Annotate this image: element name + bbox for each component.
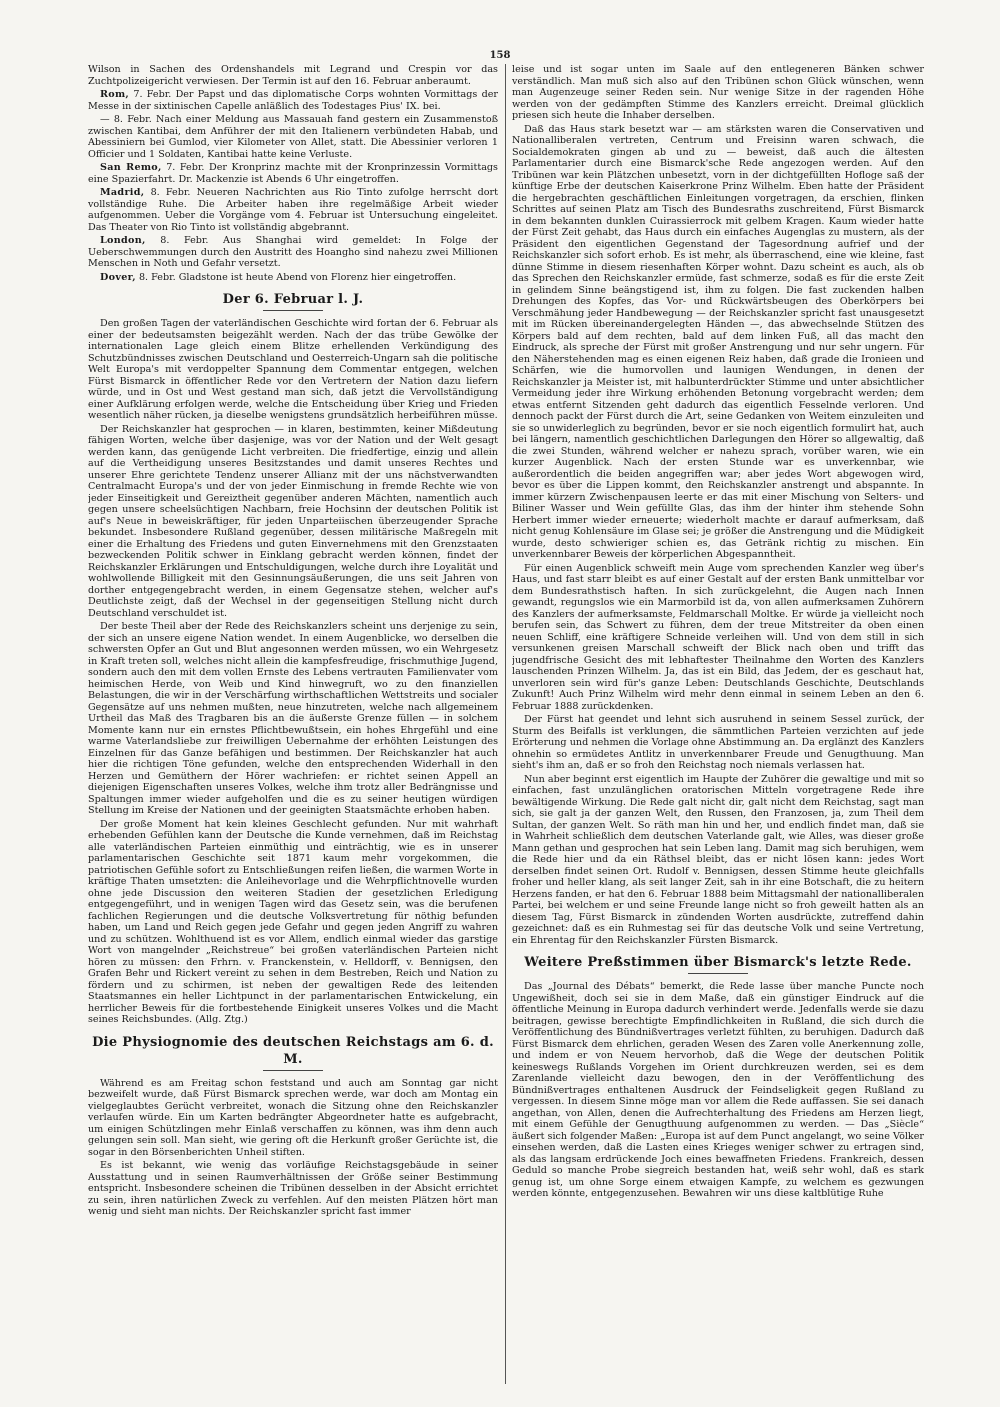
page-number: 158 [489, 50, 511, 61]
news-item: San Remo, 7. Febr. Der Kronprinz machte mit der Kronprinzessin Vormittags eine Spazierfahrt. Dr. Mackenzie ist Abends 6 Uhr eingetroffen. [88, 162, 498, 185]
dateline: Rom, [100, 89, 130, 100]
news-item: Rom, 7. Febr. Der Papst und das diplomatische Corps wohnten Vormittags der Messe in der sixtinischen Capelle anläßlich des Todestages Pius' IX. bei. [88, 89, 498, 112]
dateline: London, [100, 235, 146, 246]
article-paragraph: Den großen Tagen der vaterländischen Geschichte wird fortan der 6. Februar als einer der bedeutsamsten beigezählt werden. Nach der das trübe Gewölke der internationalen Lage gleich einem Blitze erhellenden Verkündigung des Schutzbündnisses zwischen Deutschland und Oesterreich-Ungarn sah die politische Welt Europa's mit verdoppelter Spannung dem Commentar entgegen, welchen Fürst Bismarck in öffentlicher Rede vor den Vertretern der Nation dazu liefern würde, und in Ost und West gestand man sich, daß jetzt die Vervollständigung einer Aufklärung erfolgen werde, welche die Entscheidung über Krieg und Frieden wesentlich näher rücken, ja dieselbe wenigstens grundsätzlich herbeiführen müsse. [88, 318, 498, 421]
article-paragraph: Während es am Freitag schon feststand und auch am Sonntag gar nicht bezweifelt wurde, daß Fürst Bismarck sprechen werde, war doch am Montag ein vielgeglaubtes Gerücht verbreitet, wonach die Sitzung ohne den Reichskanzler verlaufen würde. Ein um Karten bedrängter Abgeordneter hatte es aufgebracht, um einigen Schützlingen mehr Einlaß verschaffen zu können, was ihm denn auch gelungen sein soll. Man sieht, wie gering oft die Herkunft großer Gerüchte ist, die sogar in den Börsenberichten Unheil stiften. [88, 1077, 498, 1158]
heading-rule [688, 973, 748, 974]
section-heading: Der 6. Februar l. J. [222, 292, 364, 307]
section-heading: Die Physiognomie des deutschen Reichstags am 6. d. M. [92, 1034, 494, 1067]
heading-rule [263, 1070, 323, 1071]
article-paragraph: Das „Journal des Débats“ bemerkt, die Rede lasse über manche Puncte noch Ungewißheit, doch sei sie in dem Maße, daß ein günstiger Eindruck auf die öffentliche Meinung in Europa dadurch verhindert werde. Jedenfalls werde sie dazu beitragen, gewisse berechtigte Empfindlichkeiten in Rußland, die sich durch die Veröffentlichung des Bündnißvertrages verletzt fühlten, zu beruhigen. Dadurch daß Fürst Bismarck dem ehrlichen, geraden Wesen des Zaren volle Anerkennung zolle, und indem er von Neuem hervorhob, daß die Wege der deutschen Politik keineswegs Rußlands Vorgehen im Orient durchkreuzen werden, sei es dem Zarenlande vielleicht dazu bewogen, den in der Veröffentlichung des Bündnißvertrages enthaltenen Ausdruck der Feindseligkeit gegen Rußland zu vergessen. In diesem Sinne möge man vor allem die Rede auffassen. Sie sei danach angethan, von Allen, denen die Aufrechterhaltung des Friedens am Herzen liegt, mit einem Gefühle der Genugthuung aufgenommen zu werden. — Das „Siècle“ äußert sich folgender Maßen: „Europa ist auf dem Punct angelangt, wo seine Völker einsehen werden, daß die Lasten eines Krieges weniger schwer zu ertragen sind, als das langsam erdrückende Joch eines bewaffneten Friedens. Frankreich, dessen Geduld so manche Probe siegreich bestanden hat, weiß sehr wohl, daß es stark genug ist, um ohne Sorge einem etwaigen Kampfe, zu welchem es gezwungen werden könnte, entgegenzusehen. Bewahren wir uns diese kaltblütige Ruhe [512, 981, 924, 1199]
dateline: San Remo, [100, 162, 162, 173]
news-item: — 8. Febr. Nach einer Meldung aus Massauah fand gestern ein Zusammenstoß zwischen Kantibai, dem Anführer der mit den Italienern verbündeten Habab, und Abessiniern bei Gumlod, vier Kilometer von Allet, statt. Die Abessinier verloren 1 Officier und 1 Soldaten, Kantibai hatte keine Verluste. [88, 114, 498, 160]
heading-rule [263, 310, 323, 311]
article-paragraph: Der große Moment hat kein kleines Geschlecht gefunden. Nur mit wahrhaft erhebenden Gefühlen kann der Deutsche die Kunde vernehmen, daß im Reichstag alle vaterländischen Parteien einmüthig und einträchtig, wie es in unserer parlamentarischen Geschichte seit 1871 kaum mehr vorgekommen, die patriotischen Gefühle sofort zu Entschließungen reifen ließen, die warmen Worte in kräftige Thaten umsetzten: die Anleihevorlage und die Wehrpflichtnovelle wurden ohne jede Discussion den weiteren Stadien der gesetzlichen Erledigung entgegengeführt, und in wenigen Tagen wird das Gesetz sein, was die berufenen fachlichen Regierungen und die deutsche Volksvertretung für nöthig befunden haben, um Land und Reich gegen jede Gefahr und gegen jeden Angriff zu wahren und zu schützen. Wohlthuend ist es vor Allem, endlich einmal wieder das garstige Wort von mangelnder „Reichstreue“ bei großen vaterländischen Parteien nicht hören zu müssen: den Frhrn. v. Franckenstein, v. Helldorff, v. Bennigsen, den Grafen Behr und Rickert vereint zu sehen in dem Bestreben, Reich und Nation zu fördern und zu schirmen, ist neben der gewaltigen Rede des leitenden Staatsmannes ein heller Lichtpunct in der parlamentarischen Entwickelung, ein herrlicher Beweis für die fortbestehende Einigkeit unseres Volkes und die Macht seines Reichsbundes. (Allg. Ztg.) [88, 818, 498, 1025]
section-heading: Weitere Preßstimmen über Bismarck's letzte Rede. [524, 955, 912, 970]
article-paragraph: Der beste Theil aber der Rede des Reichskanzlers scheint uns derjenige zu sein, der sich an unsere eigene Nation wendet. In einem Augenblicke, wo derselben die schwersten Opfer an Gut und Blut angesonnen werden müssen, wo ein Wehrgesetz in Kraft treten soll, welches nicht allein die kampfesfreudige, frischmuthige Jugend, sondern auch den mit dem vollen Ernste des Lebens vertrauten Familienvater vom heimischen Herde, von Weib und Kind hinwegruft, wo zu den finanziellen Belastungen, die wir in der Verschärfung wirthschaftlichen Wettstreits und socialer Gegensätze auf uns nehmen mußten, neue hinzutreten, welche nach allgemeinem Urtheil das Maß des Tragbaren bis an die äußerste Grenze füllen — in solchem Momente kann nur ein ernstes Pflichtbewußtsein, ein hohes Ehrgefühl und eine warme Vaterlandsliebe zur freiwilligen Uebernahme der erhöhten Leistungen des Einzelnen für das Ganze befähigen und bestimmen. Der Reichskanzler hat auch hier die richtigen Töne gefunden, welche den entsprechenden Widerhall in den Herzen und Gemüthern der Hörer wachriefen: er richtet seinen Appell an diejenigen Eigenschaften unseres Volkes, welche ihm trotz aller Bedrängnisse und Spaltungen immer wieder aufgeholfen und die es zu seiner heutigen würdigen Stellung im Kreise der Nationen und der geeinigten Staatsmächte erhoben haben. [88, 621, 498, 816]
news-item: Dover, 8. Febr. Gladstone ist heute Abend von Florenz hier eingetroffen. [100, 271, 457, 283]
article-paragraph: Der Fürst hat geendet und lehnt sich ausruhend in seinem Sessel zurück, der Sturm des Beifalls ist verklungen, die sämmtlichen Parteien verzichten auf jede Erörterung und nehmen die Vorlage ohne Abstimmung an. Da erglänzt des Kanzlers ohnehin so ermüdetes Antlitz in unverkennbarer Freude und Genugthuung. Man sieht's ihm an, daß er so froh den Reichstag noch niemals verlassen hat. [512, 714, 924, 771]
article-paragraph: Daß das Haus stark besetzt war — am stärksten waren die Conservativen und Nationalliberalen vertreten, Centrum und Freisinn waren schwach, die Socialdemokraten gingen ab und zu — beweist, daß auch die ältesten Parlamentarier durch eine Bismarck'sche Rede angezogen werden. Auf den Tribünen war kein Plätzchen unbesetzt, vorn in der dichtgefüllten Hofloge saß der künftige Erbe der deutschen Kaiserkrone Prinz Wilhelm. Eben hatte der Präsident die hergebrachten geschäftlichen Einleitungen vorgetragen, da erschien, flinken Schrittes auf seinen Platz am Tisch des Bundesraths zuschreitend, Fürst Bismarck in dem bekannten dunklen Cuirassierrock mit gelbem Kragen. Kaum wieder hatte der Fürst Zeit gehabt, das Haus durch ein einfaches Augenglas zu mustern, als der Präsident den eigentlichen Gegenstand der Tagesordnung aufrief und der Reichskanzler sich sofort erhob. Es ist mehr, als überraschend, eine wie kleine, fast dünne Stimme in diesem riesenhaften Körper wohnt. Dazu scheint es auch, als ob das Sprechen den Reichskanzler ermüde, fast schmerze, sodaß es für die erste Zeit in gelindem Sinne beängstigend ist, ihm zu folgen. Die fast zuckenden halben Drehungen des Kopfes, das Vor- und Rückwärtsbeugen des Oberkörpers bei Verschmähung jeder Handbewegung — der Reichskanzler spricht fast unausgesetzt mit im Rücken übereinandergelegten Händen —, das abwechselnde Stützen des Körpers bald auf dem rechten, bald auf dem linken Fuß, all das macht den Eindruck, als spreche der Fürst mit großer Anstrengung und nur sehr ungern. Für den Näherstehenden mag es einen eigenen Reiz haben, daß grade die Ironieen und Schärfen, wie die humorvollen und launigen Wendungen, in denen der Reichskanzler ja Meister ist, mit halbunterdrückter Stimme und unter absichtlicher Vermeidung jeder ihre Wirkung erhöhenden Betonung vorgebracht werden; dem etwas entfernt Sitzenden geht dadurch das eigentlich Fesselnde verloren. Und dennoch packt der Fürst durch die Art, seine Gedanken von Weitem einzuleiten und sie so unwiderleglich zu begründen, bevor er sie noch eigentlich formulirt hat, auch bei längern, namentlich geschichtlichen Darlegungen den Hörer so allgewaltig, daß die zwei Stunden, während welcher er nahezu sprach, vorüber waren, wie ein kurzer Augenblick. Nach der ersten Stunde war es unverkennbar, wie außerordentlich die beiden angegriffen war; aber jedes Wort abgewogen wird, bevor es über die Lippen kommt, den Reichskanzler anstrengt und abspannte. In immer kürzern Zwischenpausen leerte er das mit einer Mischung von Selters- und Biliner Wasser und Wein gefüllte Glas, das ihm der hinter ihm stehende Sohn Herbert immer wieder erneuerte; wiederholt machte er darauf aufmerksam, daß nicht genug Kohlensäure im Glase sei; je größer die Anstrengung und die Müdigkeit wurde, desto schwieriger schien es, das Getränk richtig zu mischen. Ein unverkennbarer Beweis der körperlichen Abgespanntheit. [512, 123, 924, 560]
news-item: Wilson in Sachen des Ordenshandels mit Legrand und Crespin vor das Zuchtpolizeigericht verwiesen. Der Termin ist auf den 16. Februar anberaumt. [88, 64, 498, 87]
article-paragraph: leise und ist sogar unten im Saale auf den entlegeneren Bänken schwer verständlich. Man muß sich also auf den Tribünen schon Glück wünschen, wenn man Augenzeuge seiner Reden sein. Nur wenige Sitze in der ragenden Höhe werden von der gedämpften Stimme des Kanzlers erreicht. Dreimal glücklich priesen sich heute die Inhaber derselben. [512, 64, 924, 121]
dateline: Dover, [100, 271, 136, 283]
left-column [88, 64, 498, 1394]
right-column [512, 64, 924, 1394]
column-divider [505, 64, 506, 1384]
article-paragraph: Nun aber beginnt erst eigentlich im Haupte der Zuhörer die gewaltige und mit so einfachen, fast unzulänglichen oratorischen Mitteln vorgetragene Rede ihre bewältigende Wirkung. Die Rede galt nicht dir, galt nicht dem Reichstag, sagt man sich, sie galt ja der ganzen Welt, den Russen, den Franzosen, ja, zum Theil dem Sultan, der ganzen Welt. So räth man hin und her, und endlich findet man, daß sie in Wahrheit schließlich dem deutschen Vaterlande galt, wie Alles, was dieser große Mann gethan und gesprochen hat sein Leben lang. Damit mag sich beruhigen, wem die Rede hier und da ein Räthsel bleibt, das er nicht lösen kann: jedes Wort derselben findet seinen Ort. Rudolf v. Bennigsen, dessen Stimme heute gleichfalls froher und heller klang, als seit langer Zeit, sah in ihr eine Botschaft, die zu heitern Herzens fanden, er hat den 6. Februar 1888 beim Mittagsmahl der nationalliberalen Partei, bei welchem er und seine Freunde lange nicht so froh geweilt hatten als an diesem Tag, Fürst Bismarck in zündenden Worten ausdrückte, zutreffend dahin gezeichnet: daß es ein Ruhmestag sei für das deutsche Volk und seine Vertretung, ein Ehrentag für den Reichskanzler Fürsten Bismarck. [512, 773, 924, 946]
news-item: London, 8. Febr. Aus Shanghai wird gemeldet: In Folge der Ueberschwemmungen durch den Austritt des Hoangho sind nahezu zwei Millionen Menschen in Noth und Gefahr versetzt. [88, 235, 498, 269]
article-paragraph: Es ist bekannt, wie wenig das vorläufige Reichstagsgebäude in seiner Ausstattung und in seinen Raumverhältnissen der Größe seiner Bestimmung entspricht. Insbesondere scheinen die Tribünen desselben in der Absicht errichtet zu sein, ihren natürlichen Zweck zu verfehlen. Auf den meisten Plätzen hört man wenig und sieht man nichts. Der Reichskanzler spricht fast immer [88, 1160, 498, 1217]
news-item: Madrid, 8. Febr. Neueren Nachrichten aus Rio Tinto zufolge herrscht dort vollständige Ruhe. Die Arbeiter haben ihre regelmäßige Arbeit wieder aufgenommen. Ueber die Vorgänge vom 4. Februar ist Untersuchung eingeleitet. Das Theater von Rio Tinto ist vollständig abgebrannt. [88, 187, 498, 233]
article-paragraph: Der Reichskanzler hat gesprochen — in klaren, bestimmten, keiner Mißdeutung fähigen Worten, welche über dasjenige, was vor der Nation und der Welt gesagt werden kann, das genügende Licht verbreiten. Die friedfertige, einzig und allein auf die Vertheidigung unseres Besitzstandes und damit unseres Rechtes und unserer Ehre gerichtete Tendenz unserer Allianz mit der uns nächstverwandten Centralmacht Europa's und der von jeder Einmischung in fremde Rechte wie von jeder Einseitigkeit und Gereiztheit gegenüber anderen Mächten, namentlich auch gegen unsere scheelsüchtigen Nachbarn, freie Hochsinn der deutschen Politik ist auf's Neue in beweiskräftiger, für jeden Unparteiischen überzeugender Sprache bekundet. Insbesondere Rußland gegenüber, dessen militärische Maßregeln mit einer die Erhaltung des Friedens und guten Einvernehmens mit den Grenzstaaten bezweckenden Politik schwer in Einklang gebracht werden können, findet der Reichskanzler Erklärungen und Entschuldigungen, welche durch ihre Loyalität und wohlwollende Billigkeit mit den Gesinnungsäußerungen, die uns seit Jahren von dorther entgegengebracht werden, in einem Gegensatze stehen, welcher auf's Deutlichste zeigt, daß der Wechsel in der gegenseitigen Stellung nicht durch Deutschland verschuldet ist. [88, 423, 498, 619]
article-paragraph: Für einen Augenblick schweift mein Auge vom sprechenden Kanzler weg über's Haus, und fast starr bleibt es auf einer Gestalt auf der ersten Bank unmittelbar vor dem Bundesrathstisch haften. In sich zurückgelehnt, die Augen nach Innen gewandt, regungslos wie ein Marmorbild ist da, von allen aufmerksamen Zuhörern des Kanzlers der aufmerksamste, Feldmarschall Moltke. Er würde ja vielleicht noch berufen sein, das Schwert zu führen, dem der treue Mitstreiter da oben einen neuen Schliff, eine kräftigere Schneide verleihen will. Und von dem still in sich versunkenen greisen Marschall schweift der Blick nach oben und trifft das jugendfrische Gesicht des mit lebhaftester Theilnahme den Worten des Kanzlers lauschenden Prinzen Wilhelm. Ja, das ist ein Bild, das Jedem, der es geschaut hat, unverloren sein wird für's ganze Leben: Deutschlands Geschichte, Deutschlands Zukunft! Auch Prinz Wilhelm wird mehr denn einmal in seinem Leben an den 6. Februar 1888 zurückdenken. [512, 562, 924, 712]
dateline: Madrid, [100, 187, 145, 198]
